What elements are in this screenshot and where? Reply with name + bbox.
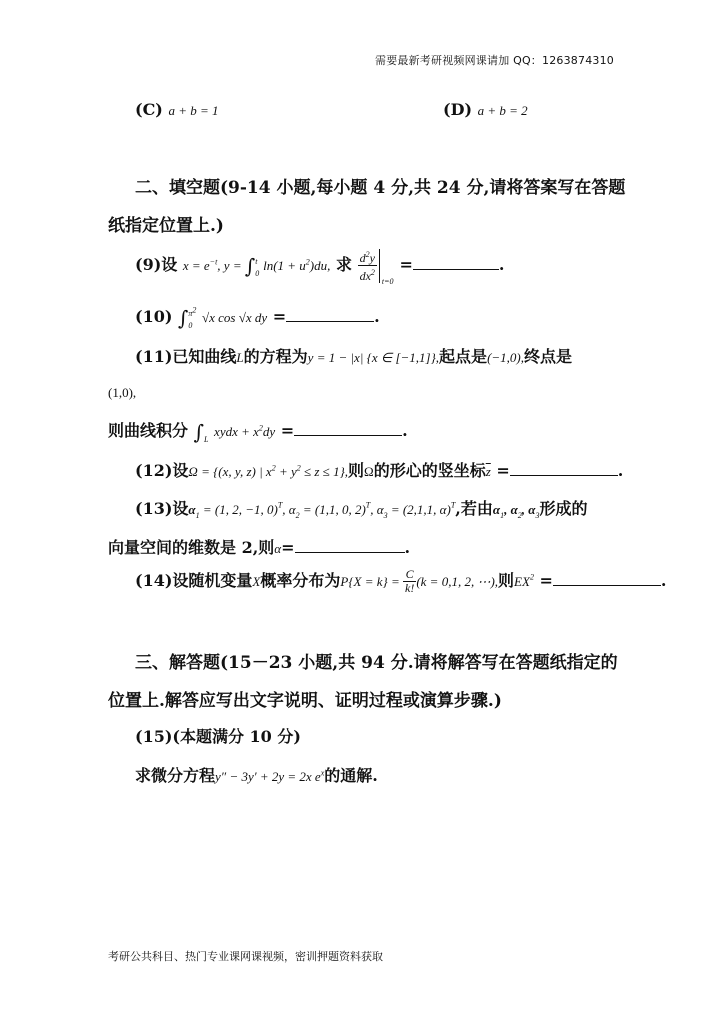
q13-text-b: 形成的: [539, 499, 588, 518]
q13-equals: =: [281, 538, 295, 557]
q13-alpha3: , α: [370, 502, 384, 517]
q9-equals: =: [399, 255, 413, 274]
q11-end-point-line: [108, 382, 136, 401]
q11-text-d: 终点是: [524, 347, 573, 366]
q11-integrand: xydx + x: [214, 424, 259, 439]
q13-span-alpha1: α: [492, 502, 501, 517]
q9-eval-bar: [379, 249, 394, 286]
q10-label: (10): [135, 306, 173, 326]
q10-integrand: x cos: [209, 309, 239, 325]
question-15: 求微分方程y″ − 3y′ + 2y = 2x $e^x$的通解.: [135, 766, 378, 785]
q15-ode: y″ − 3y′ + 2y = 2x e: [215, 769, 321, 784]
q11-end-point: (1,0),: [108, 385, 137, 400]
q10-upper-limit: π: [188, 308, 193, 318]
q9-second-derivative: $\frac{d^2y}{dx^2}$: [359, 250, 375, 283]
q12-text-a: 则: [348, 461, 365, 480]
q11-start-point: (−1,0),: [487, 350, 524, 365]
option-c-expr: a + b = 1: [168, 103, 219, 118]
q11-answer-blank[interactable]: [294, 434, 402, 436]
integral-sign: ∫: [193, 420, 205, 444]
q9-num-y: y: [369, 251, 375, 265]
q13-alpha-symbol: α: [274, 541, 282, 556]
question-9: (9)设 $x = e^{-t}$, $y = \int_0^t$ $\ln(1 + u^2)du$, 求 $\frac{d^2y}{dx^2}$ t=0 = .: [135, 250, 505, 286]
q14-numerator: C: [403, 568, 416, 582]
q9-exponent: −t: [209, 257, 218, 267]
q13-line2: [108, 535, 410, 558]
q13-span-alpha2: , α: [504, 502, 518, 517]
q9-num-d: d: [359, 251, 366, 265]
q9-answer-blank[interactable]: [413, 268, 499, 270]
question-11: [135, 344, 572, 367]
q13-alpha1: α: [188, 502, 196, 517]
q9-den: dx: [359, 269, 371, 283]
q13-alpha2-value: = (1,1, 0, 2): [299, 502, 366, 517]
q14-condition: (k = 0,1, 2, ⋯),: [416, 574, 499, 589]
q13-answer-blank[interactable]: [295, 551, 405, 553]
q14-label: (14)设随机变量: [135, 571, 253, 590]
q14-denominator: k!: [405, 581, 415, 595]
q13-text-a: ,若由: [455, 499, 493, 518]
q11-integrand-tail: dy: [262, 424, 276, 439]
q13-span-alpha3: , α: [521, 502, 536, 517]
q15-text-a: 求微分方程: [135, 766, 216, 785]
question-14: (14)设随机变量X概率分布为P{X = k} = $\frac{C}{k!}$ (k = 0,1, 2, ⋯),则$EX^2$ = .: [135, 567, 667, 595]
q14-equals: =: [539, 571, 553, 590]
q9-x-expr: x = e: [182, 258, 210, 273]
q9-label: (9)设: [135, 255, 178, 274]
q12-period: .: [617, 461, 624, 480]
integral-sign: ∫: [177, 305, 189, 330]
q13-transpose-2: T: [365, 500, 371, 510]
q12-answer-blank[interactable]: [510, 474, 618, 476]
question-10: (10) $\int_0^{\pi^2}$ √x cos √x dy = .: [135, 305, 380, 330]
q13-alpha2: , α: [282, 502, 296, 517]
option-c-label: (C): [135, 100, 163, 119]
q11-curve-l: L: [236, 350, 244, 365]
q11-text-e: 则曲线积分: [108, 421, 189, 440]
q14-ex: EX: [514, 574, 530, 589]
q14-fraction: [403, 568, 416, 595]
q9-ask: 求: [335, 255, 352, 274]
q15-text-b: 的通解.: [324, 766, 378, 785]
section-3-title-line1: 三、解答题(15－23 小题,共 94 分.请将解答写在答题纸指定的: [135, 653, 618, 673]
q13-alpha1-value: = (1, 2, −1, 0): [199, 502, 278, 517]
option-d-expr: a + b = 2: [477, 103, 528, 118]
q13-text-c: 向量空间的维数是 2,则: [108, 538, 275, 557]
q11-text-b: 的方程为: [243, 347, 308, 366]
q14-period: .: [660, 571, 667, 590]
q14-text-b: 则: [498, 571, 515, 590]
option-d: [443, 100, 528, 119]
q11-equals: =: [280, 421, 295, 440]
q10-equals: =: [272, 306, 287, 326]
q14-probability: P{X = k} =: [340, 574, 403, 589]
option-d-label: (D): [443, 100, 473, 119]
q14-text-a: 概率分布为: [260, 571, 341, 590]
q10-period: .: [374, 306, 380, 326]
q9-integrand: ln(1 + u: [263, 258, 306, 273]
q11-period: .: [402, 421, 408, 440]
q10-answer-blank[interactable]: [286, 320, 374, 322]
q12-omega-symbol: Ω: [364, 464, 374, 479]
integral-sign: ∫: [244, 254, 256, 278]
q12-z-bar: $\overline{z}$: [485, 464, 491, 479]
question-15-header: (15)(本题满分 10 分): [135, 727, 301, 746]
q9-y-expr: , y =: [217, 258, 245, 273]
q14-x-variable: X: [252, 574, 261, 589]
section-2-title-line2: 纸指定位置上.): [108, 216, 224, 236]
q12-omega-set: Ω = {(x, y, z) | x: [188, 464, 272, 479]
q11-text-a: (11)已知曲线: [135, 347, 237, 366]
option-c: [135, 100, 219, 119]
q9-eval-sub: t=0: [381, 276, 394, 286]
q12-omega-set-3: ≤ z ≤ 1},: [300, 464, 349, 479]
q9-integrand-tail: )du,: [309, 258, 331, 273]
q13-period: .: [404, 538, 411, 557]
q13-alpha3-value: = (2,1,1, α): [387, 502, 451, 517]
q12-equals: =: [496, 461, 510, 480]
q11-text-c: 起点是: [439, 347, 488, 366]
q10-integrand-tail: x dy: [245, 309, 268, 325]
q12-omega-set-2: + y: [275, 464, 297, 479]
q12-text-b: 的形心的竖坐标: [373, 461, 486, 480]
page-header: 需要最新考研视频网课请加 QQ：1263874310: [375, 54, 614, 67]
section-2-title-line1: 二、填空题(9-14 小题,每小题 4 分,共 24 分,请将答案写在答题: [135, 178, 626, 198]
q14-answer-blank[interactable]: [553, 584, 661, 586]
q13-transpose-1: T: [277, 500, 283, 510]
question-12: (12)设Ω = {(x, y, z) | $x^2 + y^2 \le z \le 1$},则Ω的形心的竖坐标$\overline{z}$ = .: [135, 461, 624, 480]
section-3-title-line2: 位置上.解答应写出文字说明、证明过程或演算步骤.): [108, 691, 502, 711]
question-13: (13)设$\alpha_1 = (1$, 2, −1, 0)$^T$, $\alpha_2 = (1,1$, 0, 2)$^T$, $\alpha_3 = (2,1,1$, α)$^T$,若由$\alpha_1$, $\alpha_2$, $\alpha_3$形成的: [135, 499, 588, 521]
q12-label: (12)设: [135, 461, 189, 480]
q11-curve-eq: y = 1 − |x| {x ∈ [−1,1]},: [307, 350, 440, 365]
q13-label: (13)设: [135, 499, 189, 518]
q13-transpose-3: T: [450, 500, 456, 510]
q9-period: .: [498, 255, 505, 274]
page-footer: 考研公共科目、热门专业课网课视频，密训押题资料获取: [108, 950, 383, 963]
q11-integral-line: 则曲线积分 $\int_L$ xydx + $x^2dy$ = .: [108, 420, 408, 444]
